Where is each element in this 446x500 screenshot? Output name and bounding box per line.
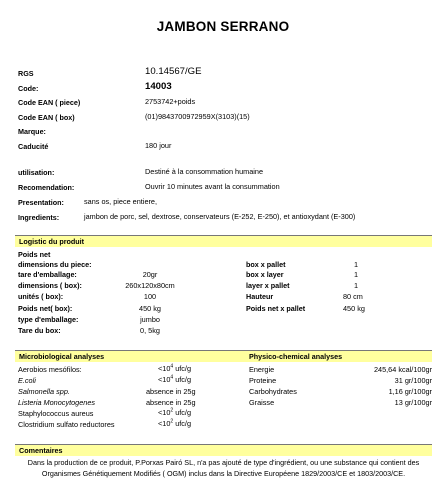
caducite-label: Caducité bbox=[18, 142, 49, 151]
logistic-heading: Logistic du produit bbox=[19, 237, 85, 246]
micro-row-4-name: Listeria Monocytogenes bbox=[18, 398, 96, 407]
tare-box-label: Tare du box: bbox=[18, 326, 61, 335]
poids-box-label: Poids net( box): bbox=[18, 304, 73, 313]
ean-piece-label: Code EAN ( piece) bbox=[18, 98, 81, 107]
presentation-value: sans os, piece entiere, bbox=[84, 197, 158, 206]
micro-heading: Microbiological analyses bbox=[19, 352, 105, 361]
tare-box-value: 0, 5kg bbox=[140, 326, 160, 335]
type-emballage-value: jumbo bbox=[140, 315, 160, 324]
poids-pallet-label: Poids net x pallet bbox=[246, 304, 306, 313]
box-pallet-label: box x pallet bbox=[246, 260, 286, 269]
micro-row-4-value: absence in 25g bbox=[146, 398, 196, 407]
rgs-label: RGS bbox=[18, 69, 34, 78]
micro-row-2-name: E.coli bbox=[18, 376, 36, 385]
recommendation-label: Recomendation: bbox=[18, 183, 75, 192]
marque-label: Marque: bbox=[18, 127, 46, 136]
poids-box-value: 450 kg bbox=[139, 304, 161, 313]
box-layer-label: box x layer bbox=[246, 270, 284, 279]
ingredients-value: jambon de porc, sel, dextrose, conservateurs (E-252, E-250), et antioxydant (E-300) bbox=[84, 212, 356, 221]
hauteur-value: 80 cm bbox=[343, 292, 363, 301]
ean-piece-value: 2753742+poids bbox=[145, 97, 196, 106]
layer-pallet-label: layer x pallet bbox=[246, 281, 290, 290]
comments-text: Dans la production de ce produit, P.Porxas Pairó SL, n'a pas ajouté de type d'ingrédient, ou une substance qui contient des Organismes Génétiquement Modifiés ( OGM) inclus dans la Directive Européene 1829/2003/CE et 1803/2003/CE. bbox=[27, 458, 420, 478]
unites-value: 100 bbox=[143, 292, 157, 301]
dim-piece-label: dimensions du piece: bbox=[18, 260, 92, 269]
tare-emballage-value: 20gr bbox=[142, 270, 158, 279]
micro-row-1-name: Aerobios mesófilos: bbox=[18, 365, 82, 374]
dim-box-label: dimensions ( box): bbox=[18, 281, 82, 290]
code-label: Code: bbox=[18, 84, 39, 93]
layer-pallet-value: 1 bbox=[354, 281, 359, 290]
micro-row-5-value: $<10^2$ ufc/g bbox=[158, 407, 192, 417]
physico-row-4-name: Graisse bbox=[249, 398, 275, 407]
logistic-band bbox=[15, 235, 432, 247]
micro-row-6-value: $<10^2$ ufc/g bbox=[158, 418, 192, 428]
physico-row-1-value: 245,64 kcal/100gr bbox=[373, 365, 432, 374]
physico-row-3-name: Carbohydrates bbox=[249, 387, 297, 396]
unites-label: unités ( box): bbox=[18, 292, 64, 301]
presentation-label: Presentation: bbox=[18, 198, 64, 207]
ingredients-label: Ingredients: bbox=[18, 213, 60, 222]
box-layer-value: 1 bbox=[354, 270, 359, 279]
tare-emballage-label: tare d'emballage: bbox=[18, 270, 77, 279]
micro-row-3-value: absence in 25g bbox=[146, 387, 196, 396]
physico-row-2-name: Proteine bbox=[249, 376, 277, 385]
analyses-band bbox=[15, 350, 432, 362]
physico-row-2-value: 31 gr/100gr bbox=[394, 376, 432, 385]
micro-row-1-value: $<10^4$ ufc/g bbox=[158, 363, 192, 373]
ean-box-label: Code EAN ( box) bbox=[18, 113, 75, 122]
type-emballage-label: type d'emballage: bbox=[18, 315, 79, 324]
comments-band bbox=[15, 444, 432, 456]
caducite-value: 180 jour bbox=[145, 141, 172, 150]
poids-pallet-value: 450 kg bbox=[343, 304, 365, 313]
micro-row-2-value: $<10^4$ ufc/g bbox=[158, 374, 192, 384]
hauteur-label: Hauteur bbox=[246, 292, 274, 301]
physico-row-1-name: Energie bbox=[249, 365, 275, 374]
recommendation-value: Ouvrir 10 minutes avant la consummation bbox=[145, 182, 280, 191]
box-pallet-value: 1 bbox=[354, 260, 359, 269]
utilisation-label: utilisation: bbox=[18, 168, 55, 177]
micro-row-3-name: Salmonella spp. bbox=[18, 387, 70, 396]
code-value: 14003 bbox=[145, 81, 172, 92]
dim-box-value: 260x120x80cm bbox=[125, 281, 175, 290]
physico-heading: Physico-chemical analyses bbox=[249, 352, 343, 361]
utilisation-value: Destiné à la consommation humaine bbox=[145, 167, 264, 176]
physico-row-4-value: 13 gr/100gr bbox=[394, 398, 432, 407]
ean-box-value: (01)9843700972959X(3103)(15) bbox=[145, 112, 250, 121]
poids-net-label: Poids net bbox=[18, 250, 51, 259]
page-title: JAMBON SERRANO bbox=[156, 19, 290, 34]
comments-heading: Comentaires bbox=[19, 446, 63, 455]
micro-row-6-name: Clostridium sulfato reductores bbox=[18, 420, 115, 429]
physico-row-3-value: 1,16 gr/100gr bbox=[388, 387, 432, 396]
micro-row-5-name: Staphylococcus aureus bbox=[18, 409, 94, 418]
rgs-value: 10.14567/GE bbox=[145, 66, 202, 77]
